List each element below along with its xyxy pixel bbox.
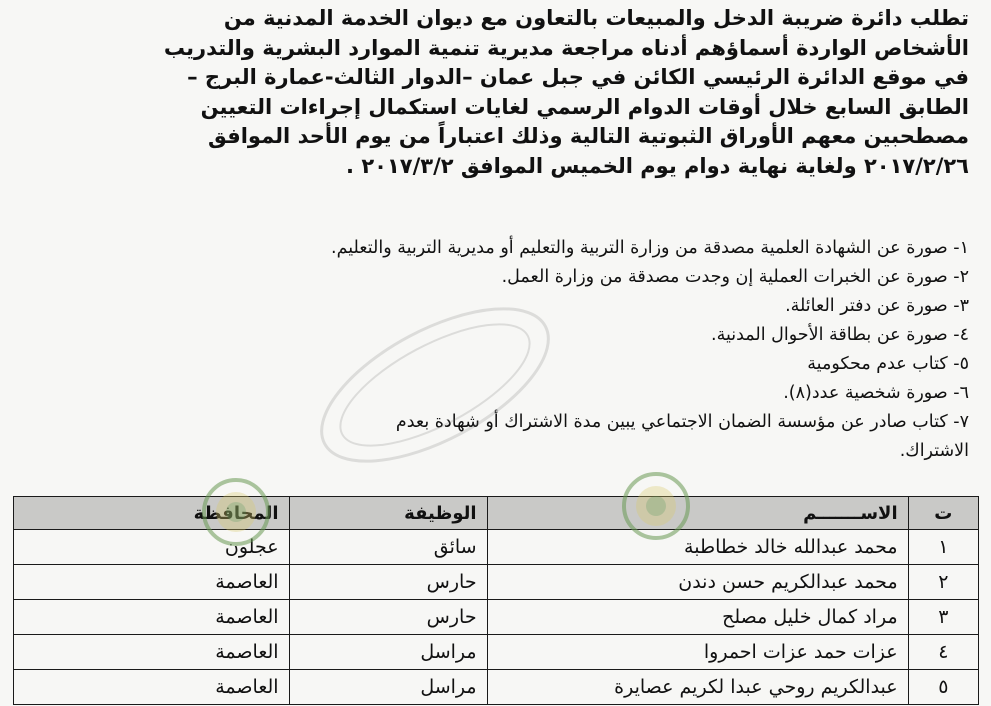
requirement-item: ٤- صورة عن بطاقة الأحوال المدنية. [711, 325, 969, 345]
intro-line: ٢٠١٧/٢/٢٦ ولغاية نهاية دوام يوم الخميس الموافق ٢٠١٧/٣/٢ . [346, 153, 969, 178]
candidates-table [13, 496, 979, 705]
intro-line: مصطحبين معهم الأوراق الثبوتية التالية وذلك اعتباراً من يوم الأحد الموافق [208, 124, 969, 149]
cell-number: ٣ [908, 600, 978, 635]
cell-name: مراد كمال خليل مصلح [487, 600, 908, 635]
requirement-item: ٦- صورة شخصية عدد(٨). [783, 383, 969, 403]
cell-name: عزات حمد عزات احمروا [487, 635, 908, 670]
intro-line: في موقع الدائرة الرئيسي الكائن في جبل عمان –الدوار الثالث-عمارة البرج – [187, 65, 969, 90]
header-job: الوظيفة [289, 497, 487, 530]
cell-governorate: العاصمة [14, 635, 290, 670]
requirement-item: ٢- صورة عن الخبرات العملية إن وجدت مصدقة من وزارة العمل. [501, 267, 969, 287]
header-number: ت [908, 497, 978, 530]
table-row [14, 530, 979, 565]
intro-line: تطلب دائرة ضريبة الدخل والمبيعات بالتعاون مع ديوان الخدمة المدنية من [223, 6, 969, 30]
cell-number: ٥ [908, 670, 978, 705]
cell-job: مراسل [289, 670, 487, 705]
cell-governorate: عجلون [14, 530, 290, 565]
header-name: الاســـــــم [487, 497, 908, 530]
cell-job: مراسل [289, 635, 487, 670]
cell-job: سائق [289, 530, 487, 565]
header-governorate: المحافظة [14, 497, 290, 530]
table-row [14, 600, 979, 635]
requirement-item: ١- صورة عن الشهادة العلمية مصدقة من وزارة التربية والتعليم أو مديرية التربية والتعليم. [331, 238, 969, 258]
cell-governorate: العاصمة [14, 600, 290, 635]
cell-job: حارس [289, 600, 487, 635]
cell-number: ١ [908, 530, 978, 565]
requirement-item: ٥- كتاب عدم محكومية [807, 354, 969, 374]
requirement-item: الاشتراك. [899, 441, 969, 461]
cell-name: محمد عبدالله خالد خطاطبة [487, 530, 908, 565]
cell-number: ٢ [908, 565, 978, 600]
table-row [14, 670, 979, 705]
cell-job: حارس [289, 565, 487, 600]
intro-line: الطابق السابع خلال أوقات الدوام الرسمي لغايات استكمال إجراءات التعيين [200, 94, 969, 119]
requirement-item: ٣- صورة عن دفتر العائلة. [785, 296, 969, 316]
intro-paragraph [19, 4, 969, 182]
cell-governorate: العاصمة [14, 670, 290, 705]
table-header-row [14, 497, 979, 530]
cell-governorate: العاصمة [14, 565, 290, 600]
cell-name: محمد عبدالكريم حسن دندن [487, 565, 908, 600]
requirement-item: ٧- كتاب صادر عن مؤسسة الضمان الاجتماعي يبين مدة الاشتراك أو شهادة بعدم [395, 412, 969, 432]
table-row [14, 565, 979, 600]
intro-line: الأشخاص الواردة أسماؤهم أدناه مراجعة مديرية تنمية الموارد البشرية والتدريب [163, 35, 969, 60]
table-row [14, 635, 979, 670]
cell-name: عبدالكريم روحي عبدا لكريم عصايرة [487, 670, 908, 705]
requirements-list [19, 234, 969, 466]
cell-number: ٤ [908, 635, 978, 670]
